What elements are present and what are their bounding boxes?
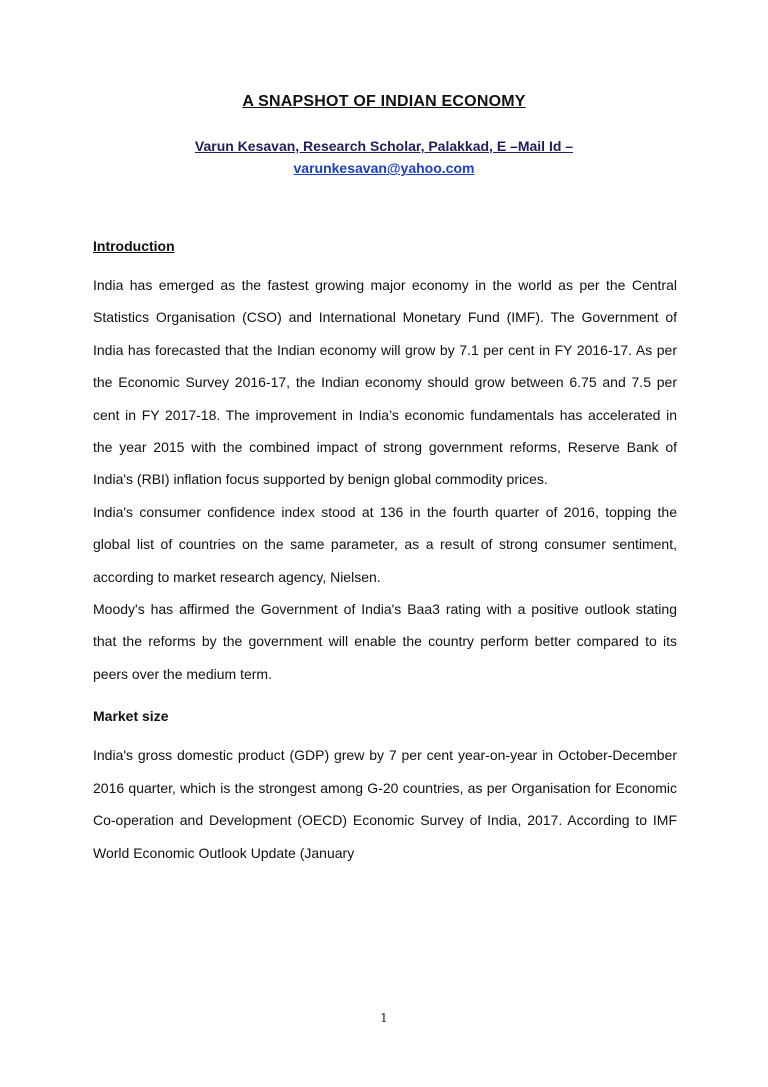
paragraph: Moody's has affirmed the Government of India's Baa3 rating with a positive outlook stating that the reforms by the government will enable the country perform better compared to its peers over the medium term. (93, 601, 677, 682)
section-heading-introduction: Introduction (93, 238, 175, 254)
page-number: 1 (380, 1011, 388, 1025)
section-heading-market-size: Market size (93, 708, 169, 725)
section-introduction (93, 236, 677, 690)
paragraph: India's consumer confidence index stood at 136 in the fourth quarter of 2016, topping the global list of countries on the same parameter, as a result of strong consumer sentiment, according to market research agency, Nielsen. (93, 503, 677, 585)
document-title: A SNAPSHOT OF INDIAN ECONOMY (242, 93, 526, 110)
author-email-link[interactable]: varunkesavan@yahoo.com (293, 160, 475, 176)
document-body (93, 236, 677, 869)
section-market-size (93, 706, 677, 869)
paragraph: India's gross domestic product (GDP) grew by 7 per cent year-on-year in October-December 2016 quarter, which is the strongest among G-20 countries, as per Organisation for Economic Co-operation and Development (OECD) Economic Survey of India, 2017. According to IMF World Economic Outlook Update (January (93, 747, 677, 861)
author-byline: Varun Kesavan, Research Scholar, Palakkad, E –Mail Id – (194, 138, 574, 154)
paragraph: India has emerged as the fastest growing major economy in the world as per the Central Statistics Organisation (CSO) and International Monetary Fund (IMF). The Government of India has forecasted that the Indian economy will grow by 7.1 per cent in FY 2016-17. As per the Economic Survey 2016-17, the Indian economy should grow between 6.75 and 7.5 per cent in FY 2017-18. The improvement in India’s economic fundamentals has accelerated in the year 2015 with the combined impact of strong government reforms, Reserve Bank of India's (RBI) inflation focus supported by benign global commodity prices. (93, 277, 677, 488)
author-info (0, 138, 768, 176)
